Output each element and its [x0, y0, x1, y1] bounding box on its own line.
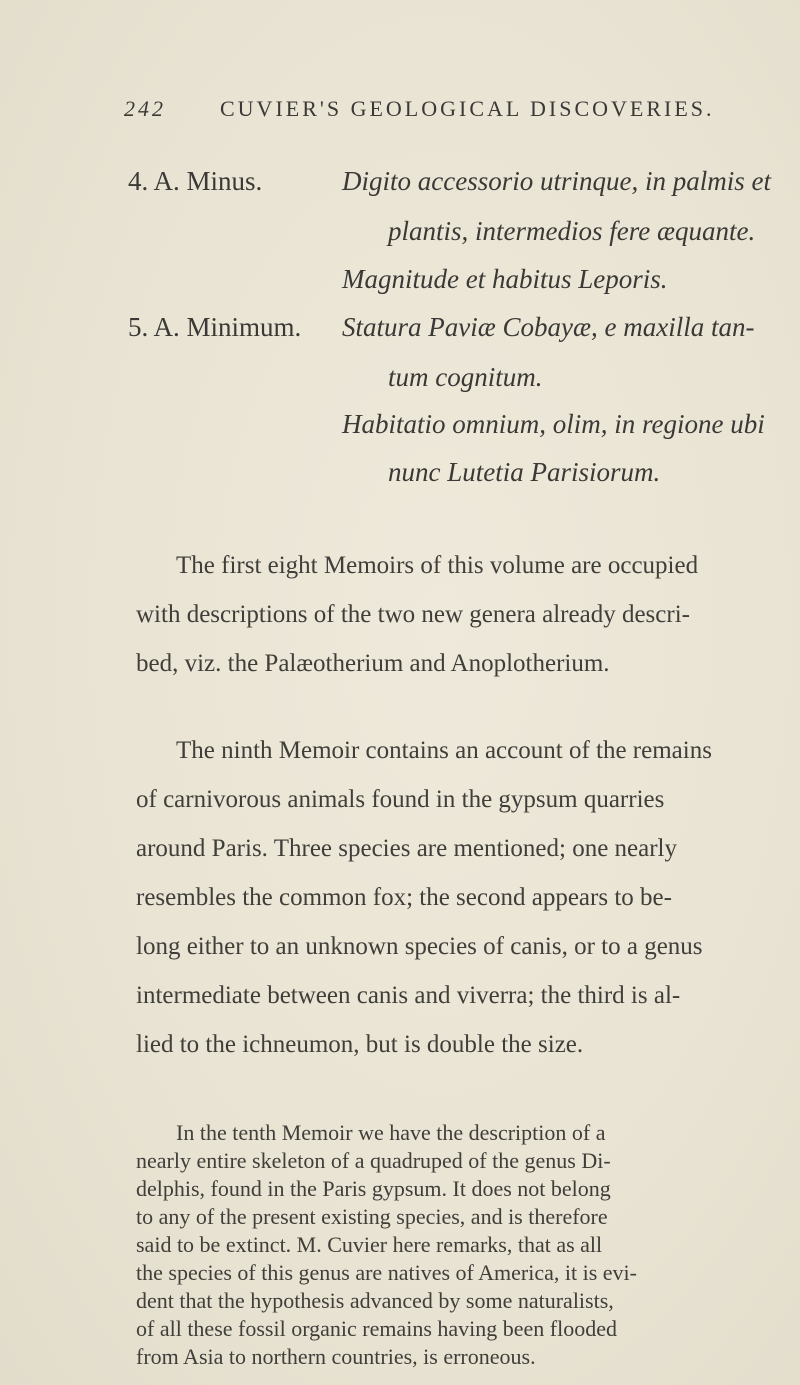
- description-line: tum cognitum.: [388, 362, 543, 392]
- text-line: long either to an unknown species of canis, or to a genus: [136, 933, 703, 960]
- text-line: from Asia to northern countries, is erroneous.: [136, 1344, 536, 1369]
- text-line: nearly entire skeleton of a quadruped of the genus Di-: [136, 1148, 611, 1173]
- description-line: Habitatio omnium, olim, in regione ubi: [342, 409, 765, 439]
- text-line: around Paris. Three species are mentioned; one nearly: [136, 835, 678, 862]
- text-line: of carnivorous animals found in the gypsum quarries: [136, 786, 665, 813]
- page-number: 242: [124, 96, 166, 121]
- species-label: 5. A. Minimum.: [128, 312, 302, 342]
- running-title: CUVIER'S GEOLOGICAL DISCOVERIES.: [220, 96, 715, 121]
- text-line: The first eight Memoirs of this volume are occupied: [176, 552, 699, 579]
- description-line: Statura Paviæ Cobayæ, e maxilla tan-: [342, 312, 755, 342]
- text-line: intermediate between canis and viverra; the third is al-: [136, 982, 681, 1009]
- text-line: to any of the present existing species, and is therefore: [136, 1204, 608, 1229]
- text-line: lied to the ichneumon, but is double the size.: [136, 1031, 584, 1058]
- description-line: nunc Lutetia Parisiorum.: [388, 457, 661, 487]
- text-line: resembles the common fox; the second appears to be-: [136, 884, 672, 911]
- text-line: delphis, found in the Paris gypsum. It does not belong: [136, 1176, 611, 1201]
- text-line: with descriptions of the two new genera already descri-: [136, 601, 690, 628]
- description-line: Digito accessorio utrinque, in palmis et: [342, 166, 771, 196]
- text-line: bed, viz. the Palæotherium and Anoplotherium.: [136, 650, 610, 677]
- description-line: Magnitude et habitus Leporis.: [342, 264, 668, 294]
- running-header: [124, 96, 715, 122]
- text-line: dent that the hypothesis advanced by some naturalists,: [136, 1288, 614, 1313]
- species-label: 4. A. Minus.: [128, 166, 263, 196]
- text-line: The ninth Memoir contains an account of the remains: [176, 737, 712, 764]
- text-line: of all these fossil organic remains having been flooded: [136, 1316, 618, 1341]
- text-line: In the tenth Memoir we have the description of a: [176, 1120, 606, 1145]
- text-line: said to be extinct. M. Cuvier here remarks, that as all: [136, 1232, 603, 1257]
- description-line: plantis, intermedios fere æquante.: [388, 216, 756, 246]
- text-line: the species of this genus are natives of America, it is evi-: [136, 1260, 637, 1285]
